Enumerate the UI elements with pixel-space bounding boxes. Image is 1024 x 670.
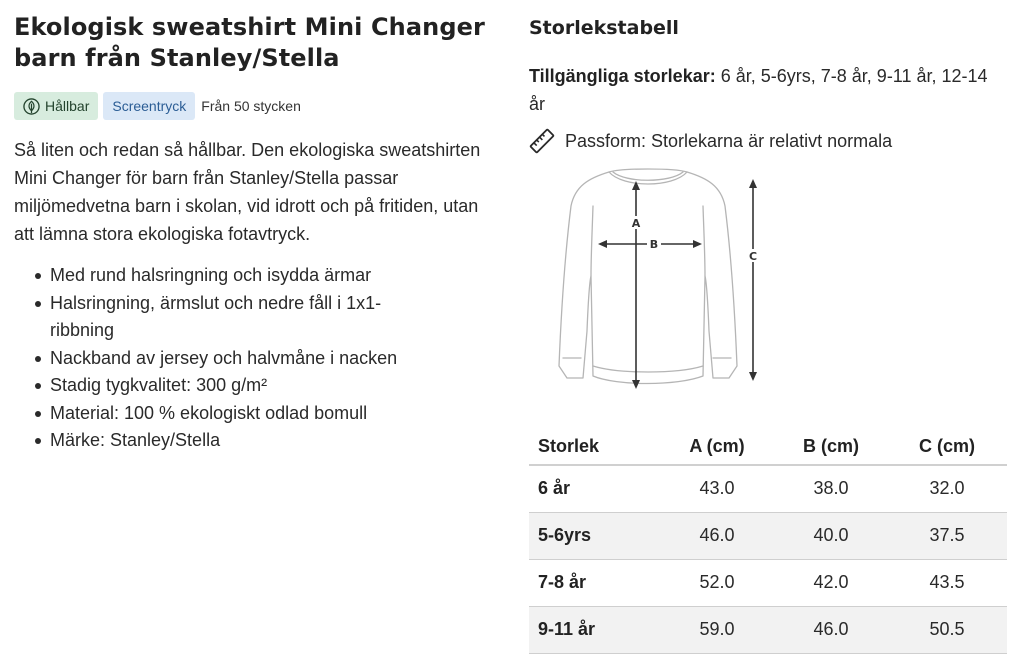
table-cell: 38.0 [775, 465, 887, 512]
column-header: C (cm) [887, 429, 1007, 465]
available-sizes-label: Tillgängliga storlekar: [529, 66, 716, 86]
available-sizes-value: 6 år, 5-6yrs, 7-8 år, 9-11 år, 12-14 år [529, 66, 988, 114]
feature-list [14, 262, 494, 455]
table-row [529, 606, 1007, 653]
table-cell: 32.0 [887, 465, 1007, 512]
table-cell: 42.0 [775, 559, 887, 606]
sweatshirt-diagram [537, 166, 777, 398]
table-header-row [529, 429, 1007, 465]
ruler-icon [529, 128, 555, 154]
column-header: B (cm) [775, 429, 887, 465]
label-b: B [649, 238, 659, 251]
size-cell: 7-8 år [529, 559, 659, 606]
table-cell: 43.5 [887, 559, 1007, 606]
table-cell: 46.0 [775, 606, 887, 653]
feature-item: Med rund halsringning och isydda ärmar [14, 262, 444, 290]
print-method-badge: Screentryck [103, 92, 195, 120]
leaf-icon [23, 98, 40, 115]
size-cell: 6 år [529, 465, 659, 512]
label-c: C [748, 250, 758, 263]
table-cell: 50.5 [887, 606, 1007, 653]
label-a: A [631, 217, 641, 230]
feature-item: Halsringning, ärmslut och nedre fåll i 1x1-ribbning [14, 290, 444, 345]
table-cell: 59.0 [659, 606, 775, 653]
table-row [529, 512, 1007, 559]
size-table [529, 429, 1007, 654]
sweatshirt-outline [559, 169, 737, 384]
fit-info [529, 128, 1007, 154]
product-title: Ekologisk sweatshirt Mini Changer barn från Stanley/Stella [14, 13, 485, 72]
column-header: A (cm) [659, 429, 775, 465]
size-chart-section [529, 14, 1007, 403]
sustainable-badge-label: Hållbar [45, 98, 90, 114]
feature-item: Material: 100 % ekologiskt odlad bomull [14, 400, 444, 428]
feature-item: Stadig tygkvalitet: 300 g/m² [14, 372, 444, 400]
minimum-quantity: Från 50 stycken [201, 98, 301, 114]
sustainable-badge [14, 92, 98, 120]
table-cell: 43.0 [659, 465, 775, 512]
table-row [529, 465, 1007, 512]
feature-item: Nackband av jersey och halvmåne i nacken [14, 345, 444, 373]
table-cell: 40.0 [775, 512, 887, 559]
size-cell: 5-6yrs [529, 512, 659, 559]
table-cell: 37.5 [887, 512, 1007, 559]
table-cell: 46.0 [659, 512, 775, 559]
size-cell: 9-11 år [529, 606, 659, 653]
badge-row [14, 92, 494, 120]
product-description: Så liten och redan så hållbar. Den ekologiska sweatshirten Mini Changer för barn från Stanley/Stella passar miljömedvetna barn i skolan, vid idrott och på fritiden, utan att lämna stora ekologiska fotavtryck. [14, 140, 481, 244]
size-chart-heading: Storlekstabell [529, 17, 679, 39]
fit-text: Passform: Storlekarna är relativt normala [565, 130, 893, 151]
table-cell: 52.0 [659, 559, 775, 606]
product-info [14, 12, 494, 455]
feature-item: Märke: Stanley/Stella [14, 427, 444, 455]
table-row [529, 559, 1007, 606]
column-header: Storlek [529, 429, 659, 465]
available-sizes [529, 62, 1004, 118]
